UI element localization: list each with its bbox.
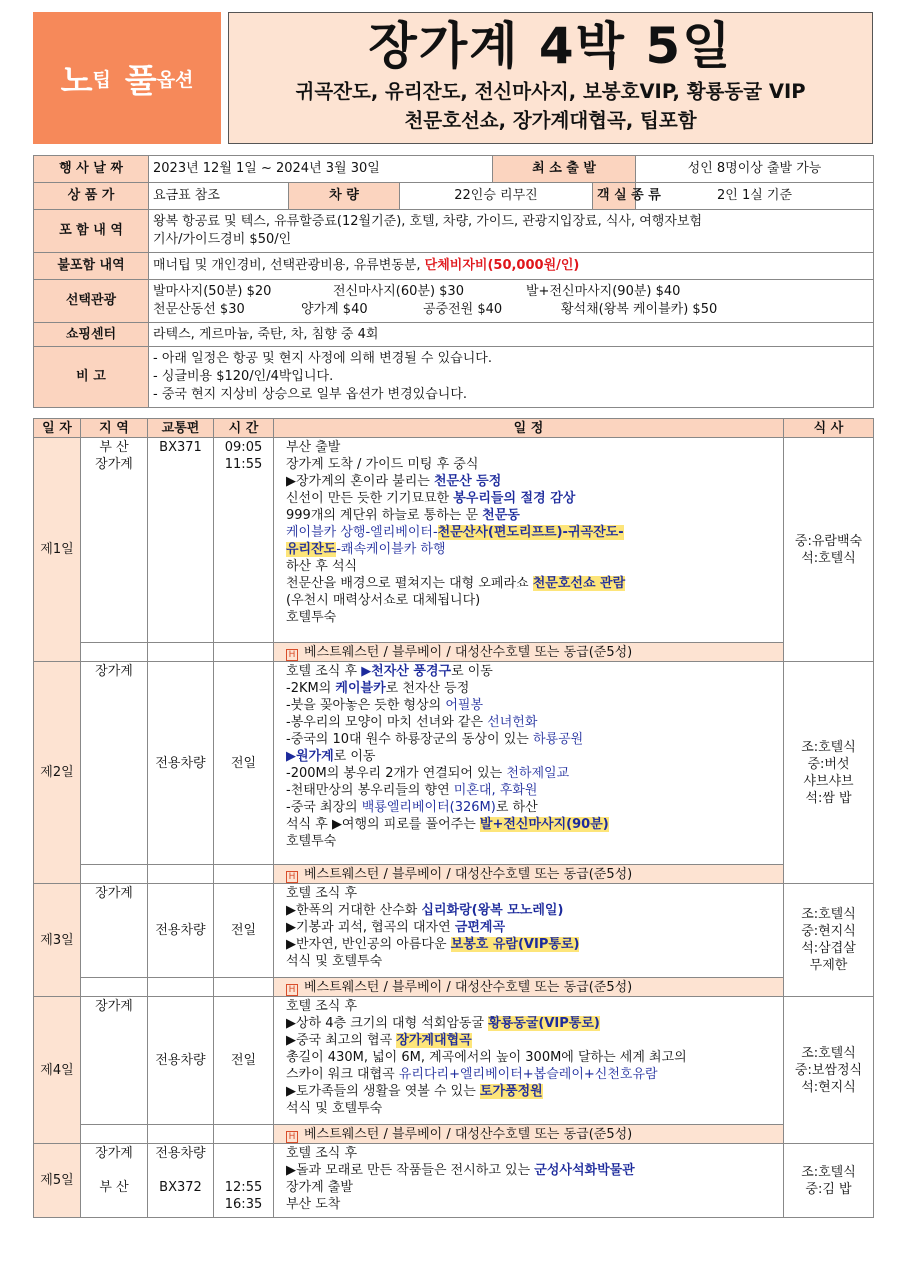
logo-no: 노	[60, 60, 93, 100]
itinerary-text: 천문산을 배경으로 펼쳐지는 대형 오페라쇼	[286, 576, 533, 591]
col-meals: 식 사	[784, 419, 874, 438]
itinerary-highlight: 봉우리들의 절경 감상	[453, 491, 576, 506]
empty-cell	[148, 978, 214, 997]
shopping-value: 라텍스, 게르마늄, 죽탄, 차, 침향 중 4회	[149, 323, 874, 347]
day5-transport	[148, 1144, 214, 1218]
meal-item: 석:삼겹살	[801, 941, 856, 956]
day1-region-2: 장가계	[95, 457, 133, 472]
hotel-text: 베스트웨스턴 / 블루베이 / 대성산수호텔 또는 동급(준5성)	[304, 979, 633, 995]
itinerary-text: -2KM의	[286, 681, 336, 696]
itinerary-text: -쾌속케이블카 하행	[336, 542, 446, 557]
itinerary-highlight: 토가풍정원	[479, 1084, 543, 1099]
itinerary-highlight: 유리다리+엘리베이터+봅슬레이+신천호유람	[398, 1067, 658, 1082]
day1-row	[34, 438, 874, 643]
meal-item: 조:호텔식	[801, 907, 856, 922]
day2-hotel-row	[34, 865, 874, 884]
optional-item: 발마사지(50분) $20	[153, 284, 272, 299]
day3-row	[34, 884, 874, 978]
optional-item: 발+전신마사지(90분) $40	[526, 284, 681, 299]
empty-cell	[214, 978, 274, 997]
shopping-label: 쇼핑센터	[34, 323, 149, 347]
day4-transport: 전용차량	[148, 997, 214, 1125]
itinerary-text: ▶중국 최고의 협곡	[286, 1033, 397, 1048]
itinerary-line: 호텔투숙	[286, 610, 337, 625]
included-line-2: 기사/가이드경비 $50/인	[153, 232, 292, 247]
itinerary-line	[286, 765, 779, 782]
col-transport: 교통편	[148, 419, 214, 438]
itinerary-line: 석식 및 호텔투숙	[286, 954, 383, 969]
room-type-value: 2인 1실 기준	[636, 183, 874, 210]
hotel-icon: H	[286, 649, 298, 661]
itinerary-highlight: 황룡동굴(VIP통로)	[488, 1016, 600, 1031]
itinerary-text: -봉우리의 모양이 마치 선녀와 같은	[286, 715, 488, 730]
day4-hotel-row	[34, 1125, 874, 1144]
vehicle-label: 차 량	[289, 183, 400, 210]
day4-label: 제4일	[34, 997, 81, 1144]
itinerary-highlight: 천문호선쇼 관람	[532, 576, 626, 591]
price-label: 상 품 가	[34, 183, 149, 210]
itinerary-text: 로 이동	[451, 664, 493, 679]
hotel-text: 베스트웨스턴 / 블루베이 / 대성산수호텔 또는 동급(준5성)	[304, 1126, 633, 1142]
hotel-icon: H	[286, 984, 298, 996]
itinerary-highlight: 유리잔도	[286, 542, 337, 557]
included-value	[149, 210, 874, 253]
remarks-value	[149, 347, 874, 408]
itinerary-line: 하산 후 석식	[286, 559, 358, 574]
logo-option: 옵션	[156, 68, 194, 91]
itinerary-line	[286, 902, 779, 919]
day2-region: 장가계	[81, 662, 148, 865]
itinerary-line: 장가계 도착 / 가이드 미팅 후 중식	[286, 457, 479, 472]
day1-hotel	[274, 643, 784, 662]
day2-meals	[784, 662, 874, 884]
itinerary-line	[286, 1032, 779, 1049]
itinerary-line	[286, 575, 779, 592]
day2-itinerary	[274, 662, 784, 865]
day4-meals	[784, 997, 874, 1144]
itinerary-line	[286, 524, 779, 541]
page-subtitle-2: 천문호선쇼, 장가계대협곡, 팁포함	[404, 109, 697, 132]
itinerary-text: ▶반자연, 반인공의 아름다운	[286, 937, 451, 952]
itinerary-highlight: 미혼대, 후화원	[453, 783, 538, 798]
day5-transport-1: 전용차량	[155, 1146, 206, 1161]
itinerary-line: 총길이 430M, 넓이 6M, 계곡에서의 높이 300M에 달하는 세계 최고의	[286, 1050, 687, 1065]
itinerary-line	[286, 782, 779, 799]
day5-row	[34, 1144, 874, 1218]
itinerary-highlight: 천문산사(편도리프트)-귀곡잔도-	[437, 525, 624, 540]
itinerary-highlight: 케이블카	[335, 681, 386, 696]
min-departure-label: 최 소 출 발	[493, 156, 636, 183]
itinerary-line	[286, 816, 779, 833]
meal-item: 조:호텔식	[801, 1164, 856, 1180]
page-title: 장가계 4박 5일	[368, 17, 733, 75]
itinerary-highlight: 어필봉	[445, 698, 484, 713]
day5-time-2: 16:35	[224, 1197, 263, 1212]
empty-cell	[81, 865, 148, 884]
day3-transport: 전용차량	[148, 884, 214, 978]
itinerary-text: ▶기봉과 괴석, 협곡의 대자연	[286, 920, 455, 935]
brand-logo	[33, 12, 221, 144]
itinerary-text: 석식 후 ▶여행의 피로를 풀어주는	[286, 817, 480, 832]
itinerary-text: ▶장가계의 혼이라 불리는	[286, 474, 434, 489]
title-box	[228, 12, 873, 144]
itinerary-line	[286, 1015, 779, 1032]
excluded-label: 불포함 내역	[34, 253, 149, 280]
day5-region-2: 부 산	[99, 1180, 129, 1195]
day3-itinerary	[274, 884, 784, 978]
day1-time	[214, 438, 274, 643]
day4-itinerary	[274, 997, 784, 1125]
day4-row	[34, 997, 874, 1125]
remark-item: - 아래 일정은 항공 및 현지 사정에 의해 변경될 수 있습니다.	[153, 351, 492, 366]
day3-region: 장가계	[81, 884, 148, 978]
hotel-icon: H	[286, 1131, 298, 1143]
meal-item: 조:호텔식	[801, 739, 856, 755]
day3-hotel	[274, 978, 784, 997]
itinerary-text: ▶돌과 모래로 만든 작품들은 전시하고 있는	[286, 1163, 535, 1178]
day2-hotel	[274, 865, 784, 884]
period-label: 행 사 날 짜	[34, 156, 149, 183]
itinerary-highlight: ▶천자산 풍경구	[361, 664, 452, 679]
vehicle-value: 22인승 리무진	[400, 183, 593, 210]
itinerary-text: 로 천자산 등정	[385, 681, 470, 696]
day1-hotel-row	[34, 643, 874, 662]
schedule-table	[33, 418, 874, 1218]
empty-cell	[81, 1125, 148, 1144]
meal-item: 석:현지식	[801, 1079, 856, 1095]
itinerary-line	[286, 1066, 779, 1083]
excluded-value	[149, 253, 874, 280]
itinerary-line	[286, 731, 779, 748]
day2-row	[34, 662, 874, 865]
itinerary-highlight: 장가계대협곡	[396, 1033, 472, 1048]
empty-cell	[81, 643, 148, 662]
day2-time: 전일	[214, 662, 274, 865]
day3-label: 제3일	[34, 884, 81, 997]
itinerary-text: 로 하산	[495, 800, 538, 815]
itinerary-line	[286, 507, 779, 524]
itinerary-highlight: 백룡엘리베이터(326M)	[361, 800, 496, 815]
hotel-text: 베스트웨스턴 / 블루베이 / 대성산수호텔 또는 동급(준5성)	[304, 644, 633, 660]
day1-label: 제1일	[34, 438, 81, 662]
itinerary-line	[286, 1162, 779, 1179]
excluded-text: 매너팁 및 개인경비, 선택관광비용, 유류변동분,	[153, 258, 425, 273]
meal-item: 석:호텔식	[801, 550, 856, 566]
visa-fee-text: 단체비자비(50,000원/인)	[424, 258, 580, 273]
itinerary-line	[286, 799, 779, 816]
col-day: 일 자	[34, 419, 81, 438]
remarks-label: 비 고	[34, 347, 149, 408]
remark-item: - 중국 현지 지상비 상승으로 일부 옵션가 변경있습니다.	[153, 387, 468, 402]
itinerary-text: -붓을 꽂아놓은 듯한 형상의	[286, 698, 446, 713]
day4-hotel	[274, 1125, 784, 1144]
itinerary-line: 장가계 출발	[286, 1180, 353, 1195]
itinerary-line: (우천시 매력상서쇼로 대체됩니다)	[286, 593, 481, 608]
itinerary-text: -중국의 10대 원수 하룡장군의 동상이 있는	[286, 732, 533, 747]
itinerary-highlight: 군성사석화박물관	[534, 1163, 635, 1178]
day1-region	[81, 438, 148, 643]
optional-item: 전신마사지(60분) $30	[333, 284, 464, 299]
day5-transport-2: BX372	[159, 1180, 202, 1195]
itinerary-line: 부산 출발	[286, 440, 341, 455]
itinerary-highlight: 십리화랑(왕복 모노레일)	[421, 903, 564, 918]
meal-item: 중:보쌈정식	[794, 1062, 863, 1078]
itinerary-text: 신선이 만든 듯한 기기묘묘한	[286, 491, 454, 506]
day1-meals	[784, 438, 874, 662]
itinerary-text: -중국 최장의	[286, 800, 362, 815]
itinerary-highlight: 선녀헌화	[487, 715, 538, 730]
remark-item: - 싱글비용 $120/인/4박입니다.	[153, 369, 334, 384]
meal-item: 중:유람백숙	[794, 533, 863, 549]
itinerary-highlight: ▶원가계	[286, 749, 334, 764]
itinerary-line: 부산 도착	[286, 1197, 341, 1212]
day5-meals	[784, 1144, 874, 1218]
itinerary-highlight: 발+전신마사지(90분)	[479, 817, 609, 832]
day5-region	[81, 1144, 148, 1218]
itinerary-highlight: 천하제일교	[506, 766, 570, 781]
day1-transport: BX371	[148, 438, 214, 643]
optional-tour-label: 선택관광	[34, 280, 149, 323]
meal-item: 샤브샤브	[803, 773, 854, 789]
optional-item: 공중전원 $40	[423, 302, 503, 317]
itinerary-text: 스카이 워크 대협곡	[286, 1067, 399, 1082]
itinerary-highlight: 금편계곡	[454, 920, 506, 935]
meal-item: 석:쌈 밥	[805, 790, 852, 806]
empty-cell	[214, 865, 274, 884]
logo-tip: 팁	[92, 68, 111, 91]
day1-time-1: 09:05	[224, 440, 263, 455]
info-table	[33, 155, 874, 408]
day1-region-1: 부 산	[99, 440, 129, 455]
col-time: 시 간	[214, 419, 274, 438]
day5-label: 제5일	[34, 1144, 81, 1218]
meal-item: 무제한	[809, 958, 848, 973]
hotel-icon: H	[286, 871, 298, 883]
day5-itinerary	[274, 1144, 784, 1218]
optional-item: 양가계 $40	[301, 302, 368, 317]
page-subtitle-1: 귀곡잔도, 유리잔도, 전신마사지, 보봉호VIP, 황룡동굴 VIP	[295, 80, 806, 103]
itinerary-text: ▶한폭의 거대한 산수화	[286, 903, 422, 918]
itinerary-line	[286, 1083, 779, 1100]
day4-region: 장가계	[81, 997, 148, 1125]
room-type-label	[593, 183, 661, 210]
day5-time-1: 12:55	[224, 1180, 263, 1195]
itinerary-text: 호텔 조식 후	[286, 664, 362, 679]
min-departure-value: 성인 8명이상 출발 가능	[636, 156, 874, 183]
day4-time: 전일	[214, 997, 274, 1125]
empty-cell	[148, 1125, 214, 1144]
itinerary-line	[286, 490, 779, 507]
itinerary-line	[286, 748, 779, 765]
itinerary-line: 호텔 조식 후	[286, 886, 358, 901]
itinerary-line: 호텔 조식 후	[286, 1146, 358, 1161]
empty-cell	[81, 978, 148, 997]
meal-item: 중:김 밥	[805, 1181, 852, 1197]
itinerary-line	[286, 714, 779, 731]
optional-row-2	[153, 301, 869, 319]
empty-cell	[148, 643, 214, 662]
itinerary-line	[286, 680, 779, 697]
included-line-1: 왕복 항공료 및 텍스, 유류할증료(12월기준), 호텔, 차량, 가이드, 관광지입장료, 식사, 여행자보험	[153, 214, 703, 229]
itinerary-highlight: 보봉호 유람(VIP통로)	[450, 937, 580, 952]
optional-tour-value	[149, 280, 874, 323]
itinerary-line: 호텔투숙	[286, 834, 337, 849]
itinerary-line	[286, 663, 779, 680]
itinerary-line	[286, 473, 779, 490]
itinerary-line: 호텔 조식 후	[286, 999, 358, 1014]
room-type-label-text: 객 실 종 류	[597, 188, 661, 203]
itinerary-highlight: 하룡공원	[532, 732, 584, 747]
itinerary-text: -200M의 봉우리 2개가 연결되어 있는	[286, 766, 507, 781]
meal-item: 조:호텔식	[801, 1045, 856, 1061]
itinerary-text: 999개의 계단위 하늘로 통하는 문	[286, 508, 483, 523]
itinerary-highlight: 천문산 등정	[433, 474, 502, 489]
logo-pool: 풀	[124, 60, 157, 100]
optional-item: 황석채(왕복 케이블카) $50	[561, 302, 718, 317]
col-region: 지 역	[81, 419, 148, 438]
optional-row-1	[153, 283, 869, 301]
itinerary-line: 석식 및 호텔투숙	[286, 1101, 383, 1116]
optional-item: 천문산동선 $30	[153, 302, 245, 317]
day1-time-2: 11:55	[224, 457, 263, 472]
itinerary-line	[286, 919, 779, 936]
day1-itinerary	[274, 438, 784, 643]
itinerary-text: ▶토가족들의 생활을 엿볼 수 있는	[286, 1084, 480, 1099]
day3-meals	[784, 884, 874, 997]
itinerary-line	[286, 936, 779, 953]
day3-time: 전일	[214, 884, 274, 978]
period-value: 2023년 12월 1일 ~ 2024년 3월 30일	[149, 156, 493, 183]
day5-time	[214, 1144, 274, 1218]
itinerary-highlight: 천문동	[482, 508, 520, 523]
itinerary-line	[286, 697, 779, 714]
col-itinerary: 일 정	[274, 419, 784, 438]
empty-cell	[214, 1125, 274, 1144]
itinerary-text: -천태만상의 봉우리들의 향연	[286, 783, 454, 798]
day3-hotel-row	[34, 978, 874, 997]
meal-item: 중:버섯	[807, 756, 850, 772]
itinerary-text: ▶상하 4층 크기의 대형 석회암동굴	[286, 1016, 489, 1031]
day2-transport: 전용차량	[148, 662, 214, 865]
empty-cell	[214, 643, 274, 662]
itinerary-text: 케이블카 상행-엘리베이터-	[286, 525, 438, 540]
meal-item: 중:현지식	[801, 924, 856, 939]
empty-cell	[148, 865, 214, 884]
day5-region-1: 장가계	[95, 1146, 133, 1161]
price-value: 요금표 참조	[149, 183, 289, 210]
day2-label: 제2일	[34, 662, 81, 884]
hotel-text: 베스트웨스턴 / 블루베이 / 대성산수호텔 또는 동급(준5성)	[304, 866, 633, 882]
itinerary-line	[286, 541, 779, 558]
included-label: 포 함 내 역	[34, 210, 149, 253]
itinerary-text: 로 이동	[333, 749, 376, 764]
